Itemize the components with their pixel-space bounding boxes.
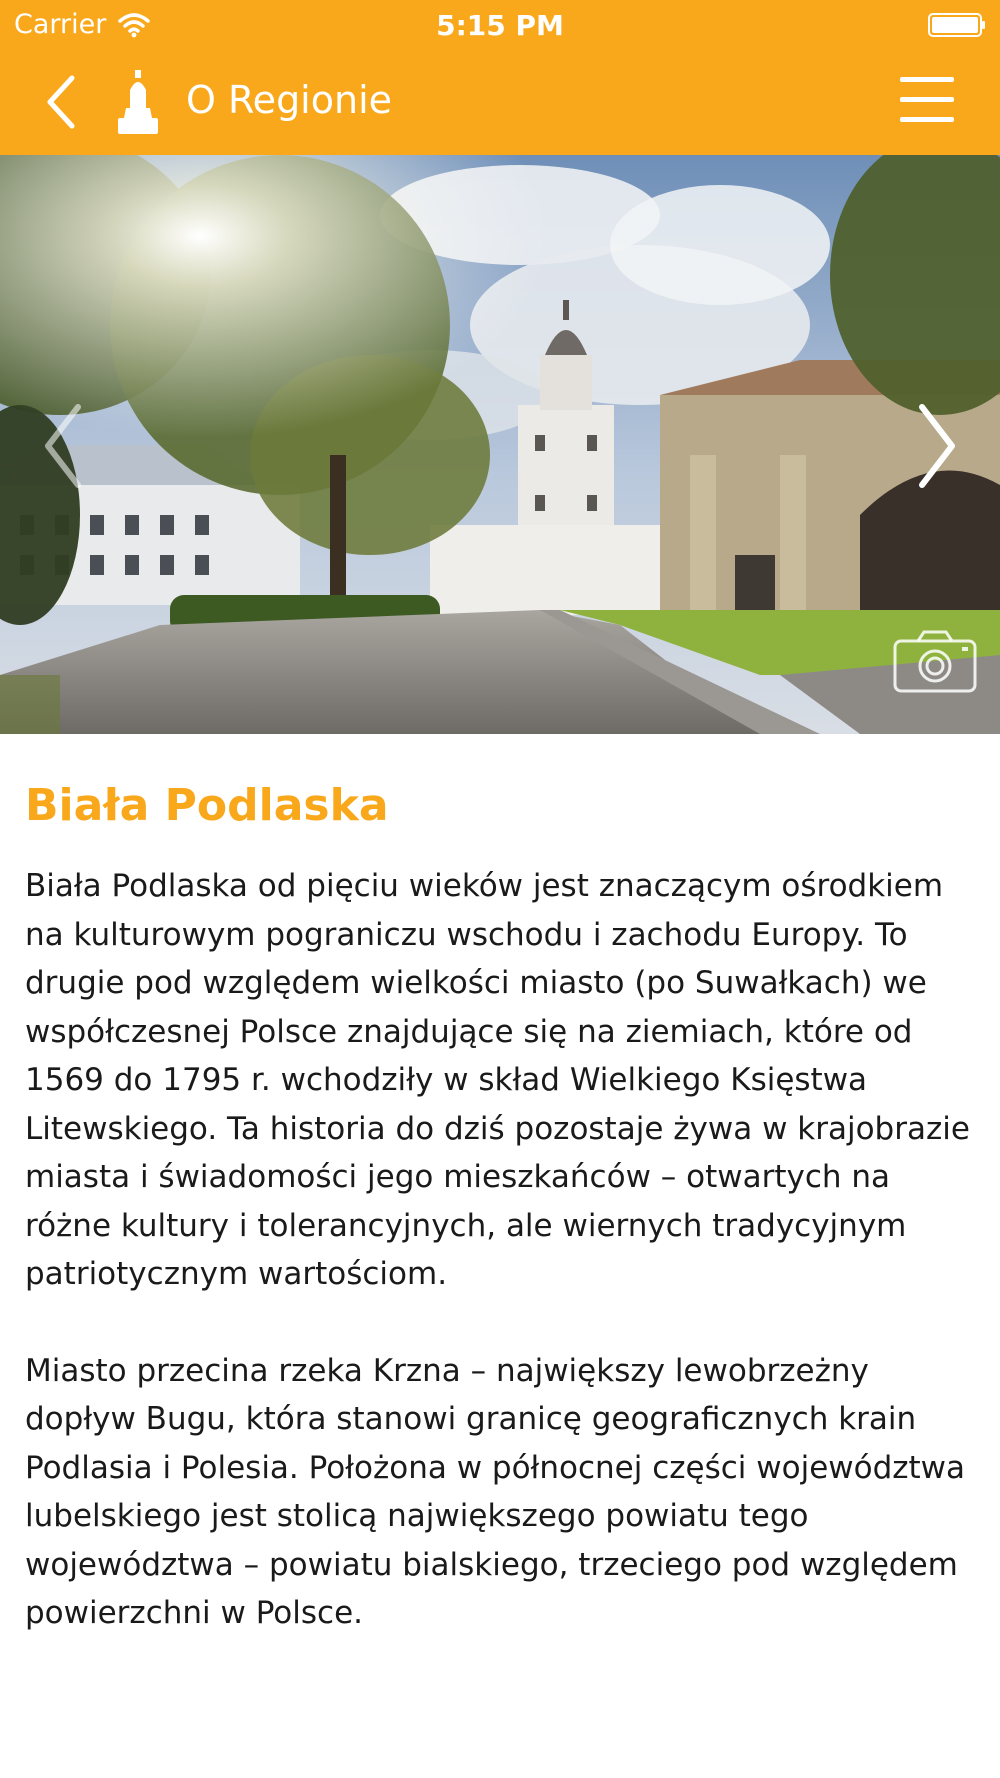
navigation-bar — [0, 50, 1000, 155]
carrier-label: Carrier — [14, 9, 107, 40]
photo-carousel[interactable] — [0, 155, 1000, 734]
status-bar — [0, 0, 1000, 50]
hamburger-icon-line — [900, 77, 954, 82]
article-paragraph: Miasto przecina rzeka Krzna – największy lewobrzeżny dopływ Bugu, która stanowi granicę geograficznych krain Podlasia i Polesia. Położona w północnej części województwa lubelskiego jest stolicą największego powiatu tego województwa – powiatu bialskiego, trzeciego pod względem powierzchni w Polsce. — [25, 1352, 966, 1631]
back-button[interactable] — [38, 72, 88, 132]
palace-photo — [0, 155, 1000, 734]
clock: 5:15 PM — [436, 9, 564, 42]
hamburger-menu-button[interactable] — [900, 75, 954, 125]
app-header — [0, 0, 1000, 155]
next-photo-button[interactable] — [912, 401, 962, 491]
hamburger-icon-line — [900, 97, 954, 102]
battery-icon — [928, 13, 986, 37]
page-title: O Regionie — [186, 78, 393, 122]
article — [25, 776, 980, 1638]
article-paragraph: Biała Podlaska od pięciu wieków jest znaczącym ośrodkiem na kulturowym pograniczu wschodu i zachodu Europy. To drugie pod względem wielkości miasto (po Suwałkach) we współczesnej Polsce znajdujące się na ziemiach, które od 1569 do 1795 r. wchodziły w skład Wielkiego Księstwa Litewskiego. Ta historia do dziś pozostaje żywa w krajobrazie miasta i świadomości jego mieszkańców – otwartych na różne kultury i tolerancyjnych, ale wiernych tradycyjnym patriotycznym wartościom. — [25, 868, 970, 1292]
previous-photo-button[interactable] — [38, 401, 88, 491]
hamburger-icon-line — [900, 117, 954, 122]
camera-icon[interactable] — [892, 629, 978, 695]
tower-icon — [112, 70, 164, 134]
article-title: Biała Podlaska — [25, 780, 389, 831]
